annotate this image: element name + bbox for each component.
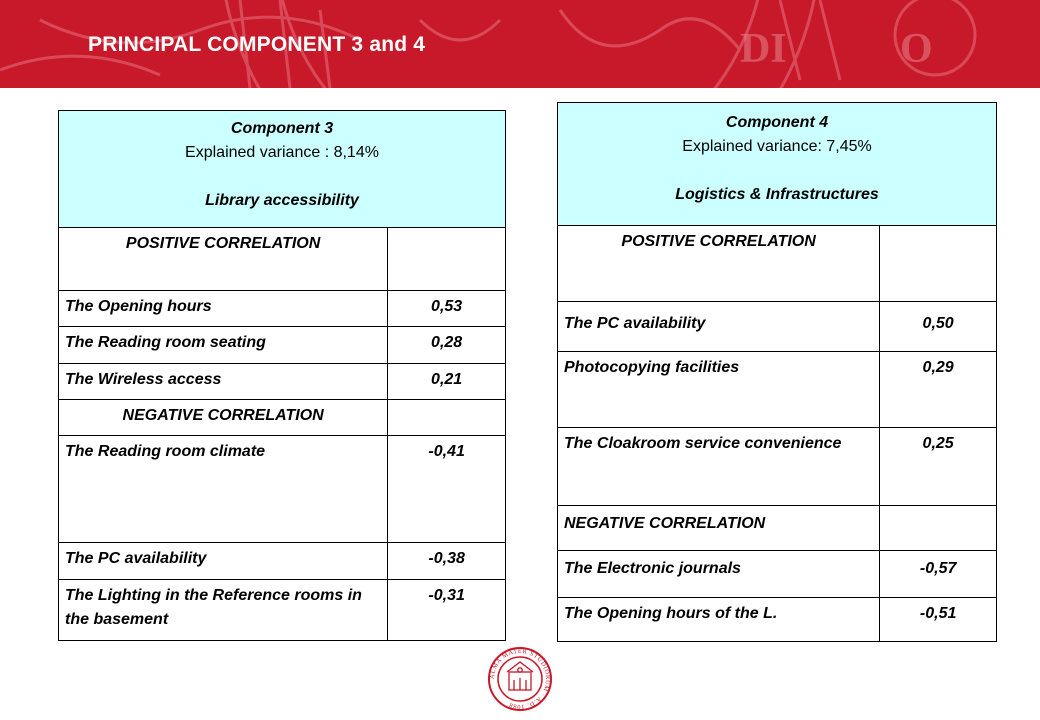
header-banner bbox=[0, 0, 1040, 88]
slide-title: PRINCIPAL COMPONENT 3 and 4 bbox=[88, 33, 426, 56]
component3-table bbox=[58, 110, 506, 641]
table-row-value: 0,53 bbox=[388, 291, 506, 327]
component3-title: Component 3 bbox=[230, 120, 334, 137]
table-row-label: The Wireless access bbox=[59, 364, 388, 400]
table-row-value: -0,31 bbox=[388, 580, 506, 641]
component3-theme: Library accessibility bbox=[205, 192, 359, 209]
empty-cell bbox=[880, 506, 997, 551]
table-row-label: The PC availability bbox=[558, 302, 880, 352]
component4-positive-label: POSITIVE CORRELATION bbox=[558, 226, 880, 302]
component3-positive-label: POSITIVE CORRELATION bbox=[59, 228, 388, 291]
empty-cell bbox=[388, 400, 506, 436]
table-row-label: The Cloakroom service convenience bbox=[558, 428, 880, 506]
table-row-label: The Opening hours of the L. bbox=[558, 598, 880, 642]
component4-title: Component 4 bbox=[725, 114, 829, 131]
table-row-value: 0,28 bbox=[388, 327, 506, 364]
svg-text:O: O bbox=[900, 26, 933, 72]
empty-cell bbox=[880, 226, 997, 302]
component3-negative-label: NEGATIVE CORRELATION bbox=[59, 400, 388, 436]
table-row-value: -0,41 bbox=[388, 436, 506, 543]
table-row-label: The Reading room climate bbox=[59, 436, 388, 543]
table-row-value: -0,38 bbox=[388, 543, 506, 580]
empty-cell bbox=[388, 228, 506, 291]
table-row-value: -0,51 bbox=[880, 598, 997, 642]
table-row-label: The Lighting in the Reference rooms in the basement bbox=[59, 580, 388, 641]
table-row-label: The Reading room seating bbox=[59, 327, 388, 364]
table-row-value: 0,21 bbox=[388, 364, 506, 400]
table-row-value: -0,57 bbox=[880, 551, 997, 598]
component3-variance: Explained variance : 8,14% bbox=[185, 144, 379, 161]
table-row-label: Photocopying facilities bbox=[558, 352, 880, 428]
seal-text: ALMA MATER STUDIORUM · A.D. 1088 bbox=[488, 647, 552, 711]
university-seal-icon bbox=[487, 646, 553, 712]
component4-table bbox=[557, 102, 997, 642]
table-row-label: The Electronic journals bbox=[558, 551, 880, 598]
component4-theme: Logistics & Infrastructures bbox=[675, 186, 879, 203]
table-row-value: 0,29 bbox=[880, 352, 997, 428]
table-row-value: 0,50 bbox=[880, 302, 997, 352]
component4-variance: Explained variance: 7,45% bbox=[682, 138, 872, 155]
table-row-label: The PC availability bbox=[59, 543, 388, 580]
component4-header bbox=[558, 103, 997, 226]
table-row-label: The Opening hours bbox=[59, 291, 388, 327]
table-row-value: 0,25 bbox=[880, 428, 997, 506]
component3-header bbox=[59, 111, 506, 228]
component4-negative-label: NEGATIVE CORRELATION bbox=[558, 506, 880, 551]
svg-text:DI: DI bbox=[740, 26, 787, 72]
